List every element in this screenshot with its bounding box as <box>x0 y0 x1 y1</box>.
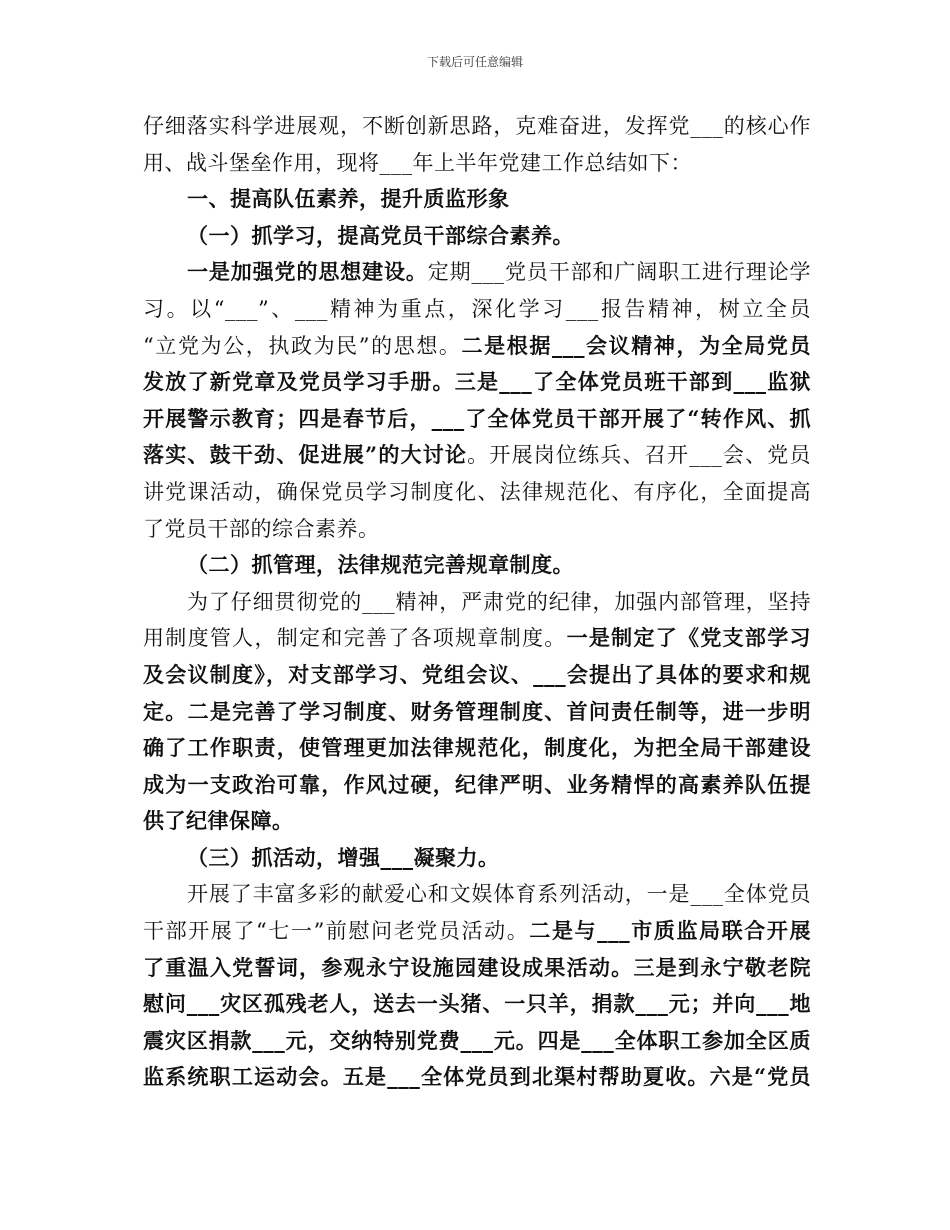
text-segment: 用制度管人，制定和完善了各项规章制度。 <box>143 626 567 651</box>
text-line <box>143 913 811 950</box>
bold-text-segment: 一、提高队伍素养，提升质监形象 <box>187 186 510 212</box>
document-body <box>143 108 811 1096</box>
text-line <box>143 218 811 255</box>
text-line <box>143 1059 811 1096</box>
text-line <box>143 254 811 291</box>
bold-text-segment: 确了工作职责，使管理更加法律规范化，制度化，为把全局干部建设 <box>143 735 811 761</box>
page-header: 下载后可任意编辑 <box>426 55 523 69</box>
text-segment: 了党员干部的综合素养。 <box>143 516 380 541</box>
text-line <box>143 437 811 474</box>
text-line <box>143 291 811 328</box>
bold-text-segment: 震灾区捐款___元，交纳特别党费___元。四是___全体职工参加全区质 <box>143 1027 811 1053</box>
bold-text-segment: 一是加强党的思想建设。 <box>187 259 428 285</box>
bold-text-segment: （二）抓管理，法律规范完善规章制度。 <box>187 552 574 578</box>
text-segment: 开展了丰富多彩的献爱心和文娱体育系列活动，一是___全体党员 <box>187 882 811 907</box>
bold-text-segment: 及会议制度》，对支部学习、党组会议、___会提出了具体的要求和规 <box>143 661 811 687</box>
text-line <box>143 803 811 840</box>
text-line <box>143 364 811 401</box>
bold-text-segment: 二是根据___会议精神，为全局党员 <box>461 332 811 358</box>
bold-text-segment: 落实、鼓干劲、促进展”的大讨论 <box>143 442 468 468</box>
text-line <box>143 108 811 145</box>
text-line <box>143 950 811 987</box>
text-line <box>143 145 811 182</box>
text-segment: 定期___党员干部和广阔职工进行理论学 <box>427 260 811 285</box>
text-segment: 。开展岗位练兵、召开___会、党员 <box>467 443 811 468</box>
text-line <box>143 876 811 913</box>
text-line <box>143 767 811 804</box>
bold-text-segment: 开展警示教育；四是春节后，___了全体党员干部开展了“转作风、抓 <box>143 405 811 431</box>
text-segment: 干部开展了“七一”前慰问老党员活动。 <box>143 919 530 944</box>
text-segment: 为了仔细贯彻党的___精神，严肃党的纪律，加强内部管理，坚持 <box>187 589 811 614</box>
bold-text-segment: 监系统职工运动会。五是___全体党员到北渠村帮助夏收。六是“党员 <box>143 1064 811 1090</box>
text-line <box>143 401 811 438</box>
bold-text-segment: 慰问___灾区孤残老人，送去一头猪、一只羊，捐款___元；并向___地 <box>143 991 811 1017</box>
bold-text-segment: 了重温入党誓词，参观永宁设施园建设成果活动。三是到永宁敬老院 <box>143 954 811 980</box>
text-line <box>143 328 811 365</box>
text-line <box>143 547 811 584</box>
text-segment: “立党为公，执政为民”的思想。 <box>143 333 462 358</box>
text-line <box>143 730 811 767</box>
text-segment: 仔细落实科学进展观，不断创新思路，克难奋进，发挥党___的核心作 <box>143 114 811 138</box>
bold-text-segment: 供了纪律保障。 <box>143 808 294 834</box>
bold-text-segment: （三）抓活动，增强___凝聚力。 <box>187 844 500 870</box>
text-line <box>143 181 811 218</box>
bold-text-segment: 二是与___市质监局联合开展 <box>529 918 811 944</box>
bold-text-segment: 一是制定了《党支部学习 <box>566 625 811 651</box>
text-segment: 用、战斗堡垒作用，现将___年上半年党建工作总结如下： <box>143 150 692 175</box>
text-segment: 讲党课活动，确保党员学习制度化、法律规范化、有序化，全面提高 <box>143 479 811 504</box>
text-line <box>143 840 811 877</box>
text-segment: 习。以“___”、___精神为重点，深化学习___报告精神，树立全员 <box>143 296 811 321</box>
bold-text-segment: 成为一支政治可靠，作风过硬，纪律严明、业务精悍的高素养队伍提 <box>143 771 811 797</box>
bold-text-segment: 定。二是完善了学习制度、财务管理制度、首问责任制等，进一步明 <box>143 698 811 724</box>
text-line <box>143 1023 811 1060</box>
text-line <box>143 657 811 694</box>
text-line <box>143 694 811 731</box>
text-line <box>143 986 811 1023</box>
bold-text-segment: 发放了新党章及党员学习手册。三是___了全体党员班干部到___监狱 <box>143 369 811 395</box>
text-line <box>143 474 811 511</box>
text-line <box>143 620 811 657</box>
text-line <box>143 511 811 548</box>
text-line <box>143 584 811 621</box>
bold-text-segment: （一）抓学习，提高党员干部综合素养。 <box>187 222 574 248</box>
